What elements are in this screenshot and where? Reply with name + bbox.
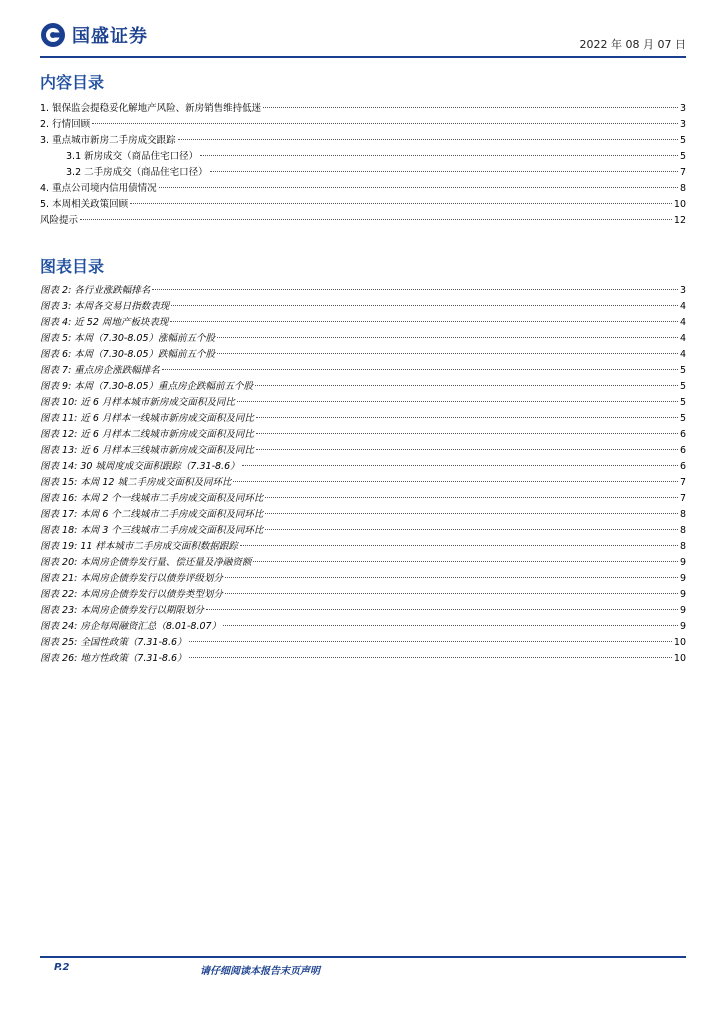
toc-entry-page: 4 — [679, 333, 686, 344]
figure-entry[interactable] — [40, 523, 686, 539]
dot-leader — [240, 545, 678, 546]
toc-entry-title: 图表 22: 本周房企债券发行以债券类型划分 — [40, 589, 223, 600]
dot-leader — [206, 609, 678, 610]
toc-entry-page: 5 — [679, 381, 686, 392]
toc-entry-title: 图表 2: 各行业涨跌幅排名 — [40, 285, 151, 296]
toc-entry-title: 图表 16: 本周 2 个一线城市二手房成交面积及同环比 — [40, 493, 264, 504]
figure-entry[interactable] — [40, 603, 686, 619]
toc-entry-title: 4. 重点公司境内信用债情况 — [40, 183, 157, 194]
toc-entry-page: 10 — [673, 199, 686, 210]
contents-entry[interactable] — [40, 133, 686, 149]
toc-entry-title: 图表 12: 近 6 月样本二线城市新房成交面积及同比 — [40, 429, 254, 440]
toc-entry-page: 5 — [679, 397, 686, 408]
toc-entry-title: 图表 6: 本周（7.30-8.05）跌幅前五个股 — [40, 349, 216, 360]
toc-entry-page: 3 — [679, 103, 686, 114]
figure-entry[interactable] — [40, 283, 686, 299]
toc-entry-title: 图表 11: 近 6 月样本一线城市新房成交面积及同比 — [40, 413, 254, 424]
dot-leader — [265, 497, 678, 498]
figure-entry[interactable] — [40, 443, 686, 459]
toc-entry-title: 图表 10: 近 6 月样本城市新房成交面积及同比 — [40, 397, 235, 408]
contents-list — [40, 101, 686, 229]
figure-entry[interactable] — [40, 491, 686, 507]
dot-leader — [170, 321, 678, 322]
contents-entry[interactable] — [40, 165, 686, 181]
dot-leader — [265, 529, 678, 530]
toc-entry-title: 图表 18: 本周 3 个三线城市二手房成交面积及同环比 — [40, 525, 264, 536]
dot-leader — [255, 385, 678, 386]
contents-entry[interactable] — [40, 197, 686, 213]
dot-leader — [210, 171, 678, 172]
toc-entry-title: 图表 15: 本周 12 城二手房成交面积及同环比 — [40, 477, 232, 488]
toc-entry-page: 12 — [673, 215, 686, 226]
figure-entry[interactable] — [40, 539, 686, 555]
toc-entry-title: 图表 21: 本周房企债券发行以债券评级划分 — [40, 573, 223, 584]
toc-entry-title: 1. 银保监会提稳妥化解地产风险、新房销售维持低迷 — [40, 103, 262, 114]
figure-entry[interactable] — [40, 571, 686, 587]
dot-leader — [242, 465, 678, 466]
toc-entry-page: 7 — [679, 477, 686, 488]
figure-entry[interactable] — [40, 555, 686, 571]
figure-entry[interactable] — [40, 587, 686, 603]
company-name: 国盛证券 — [72, 26, 148, 47]
header-divider — [40, 56, 686, 58]
dot-leader — [233, 481, 677, 482]
dot-leader — [237, 401, 678, 402]
toc-entry-page: 8 — [679, 541, 686, 552]
toc-entry-title: 图表 9: 本周（7.30-8.05）重点房企跌幅前五个股 — [40, 381, 254, 392]
page-header — [40, 20, 686, 56]
toc-entry-page: 4 — [679, 317, 686, 328]
toc-entry-title: 风险提示 — [40, 215, 79, 226]
contents-entry[interactable] — [40, 117, 686, 133]
toc-entry-page: 9 — [679, 589, 686, 600]
toc-entry-page: 9 — [679, 621, 686, 632]
toc-entry-title: 图表 14: 30 城周度成交面积跟踪（7.31-8.6） — [40, 461, 240, 472]
toc-entry-page: 5 — [679, 413, 686, 424]
toc-entry-title: 图表 5: 本周（7.30-8.05）涨幅前五个股 — [40, 333, 216, 344]
dot-leader — [263, 107, 678, 108]
contents-entry[interactable] — [40, 181, 686, 197]
toc-entry-title: 图表 4: 近 52 周地产板块表现 — [40, 317, 169, 328]
toc-entry-title: 图表 17: 本周 6 个二线城市二手房成交面积及同环比 — [40, 509, 264, 520]
dot-leader — [256, 433, 678, 434]
toc-entry-title: 图表 23: 本周房企债券发行以期限划分 — [40, 605, 204, 616]
toc-entry-page: 8 — [679, 525, 686, 536]
toc-entry-title: 5. 本周相关政策回顾 — [40, 199, 129, 210]
logo-icon — [40, 22, 66, 48]
toc-entry-title: 图表 13: 近 6 月样本三线城市新房成交面积及同比 — [40, 445, 254, 456]
toc-entry-title: 图表 3: 本周各交易日指数表现 — [40, 301, 170, 312]
dot-leader — [159, 187, 678, 188]
contents-title: 内容目录 — [40, 73, 105, 92]
figure-entry[interactable] — [40, 347, 686, 363]
figure-entry[interactable] — [40, 635, 686, 651]
figure-entry[interactable] — [40, 331, 686, 347]
toc-entry-title: 2. 行情回顾 — [40, 119, 91, 130]
dot-leader — [200, 155, 678, 156]
figure-entry[interactable] — [40, 475, 686, 491]
contents-entry[interactable] — [40, 101, 686, 117]
toc-entry-page: 7 — [679, 493, 686, 504]
toc-entry-page: 10 — [673, 653, 686, 664]
figure-entry[interactable] — [40, 395, 686, 411]
toc-entry-title: 图表 24: 房企每周融资汇总（8.01-8.07） — [40, 621, 222, 632]
figure-entry[interactable] — [40, 363, 686, 379]
dot-leader — [225, 577, 678, 578]
company-logo — [40, 22, 148, 48]
toc-entry-page: 3 — [679, 285, 686, 296]
toc-entry-title: 3. 重点城市新房二手房成交跟踪 — [40, 135, 176, 146]
dot-leader — [152, 289, 678, 290]
toc-entry-page: 5 — [679, 151, 686, 162]
figure-entry[interactable] — [40, 507, 686, 523]
toc-entry-page: 3 — [679, 119, 686, 130]
footer-disclaimer: 请仔细阅读本报告末页声明 — [200, 966, 320, 977]
dot-leader — [217, 337, 678, 338]
dot-leader — [256, 417, 678, 418]
dot-leader — [162, 369, 678, 370]
toc-entry-page: 7 — [679, 167, 686, 178]
toc-entry-page: 9 — [679, 573, 686, 584]
figure-entry[interactable] — [40, 651, 686, 667]
toc-entry-page: 8 — [679, 183, 686, 194]
toc-entry-page: 9 — [679, 605, 686, 616]
contents-entry[interactable] — [40, 213, 686, 229]
dot-leader — [189, 657, 672, 658]
toc-entry-title: 图表 19: 11 样本城市二手房成交面积数据跟踪 — [40, 541, 238, 552]
figure-entry[interactable] — [40, 379, 686, 395]
toc-entry-title: 图表 26: 地方性政策（7.31-8.6） — [40, 653, 187, 664]
toc-entry-page: 4 — [679, 301, 686, 312]
footer-divider — [40, 956, 686, 958]
contents-entry[interactable] — [40, 149, 686, 165]
figure-entry[interactable] — [40, 315, 686, 331]
toc-entry-title: 3.2 二手房成交（商品住宅口径） — [66, 167, 208, 178]
dot-leader — [130, 203, 672, 204]
dot-leader — [225, 593, 678, 594]
toc-entry-page: 10 — [673, 637, 686, 648]
dot-leader — [217, 353, 678, 354]
toc-entry-page: 5 — [679, 135, 686, 146]
figure-entry[interactable] — [40, 459, 686, 475]
figure-entry[interactable] — [40, 299, 686, 315]
dot-leader — [189, 641, 672, 642]
dot-leader — [265, 513, 678, 514]
page-number: P.2 — [54, 962, 70, 973]
dot-leader — [256, 449, 678, 450]
toc-entry-page: 8 — [679, 509, 686, 520]
figure-entry[interactable] — [40, 411, 686, 427]
figure-entry[interactable] — [40, 619, 686, 635]
dot-leader — [178, 139, 678, 140]
toc-entry-title: 图表 20: 本周房企债券发行量、偿还量及净融资额 — [40, 557, 252, 568]
report-date: 2022 年 08 月 07 日 — [579, 38, 686, 51]
toc-entry-page: 4 — [679, 349, 686, 360]
figures-title: 图表目录 — [40, 257, 105, 276]
toc-entry-page: 6 — [679, 445, 686, 456]
dot-leader — [253, 561, 678, 562]
figures-list — [40, 283, 686, 667]
dot-leader — [92, 123, 678, 124]
figure-entry[interactable] — [40, 427, 686, 443]
toc-entry-title: 图表 7: 重点房企涨跌幅排名 — [40, 365, 160, 376]
toc-entry-page: 6 — [679, 461, 686, 472]
toc-entry-page: 6 — [679, 429, 686, 440]
dot-leader — [80, 219, 672, 220]
dot-leader — [223, 625, 678, 626]
toc-entry-page: 5 — [679, 365, 686, 376]
toc-entry-title: 图表 25: 全国性政策（7.31-8.6） — [40, 637, 187, 648]
dot-leader — [171, 305, 678, 306]
toc-entry-title: 3.1 新房成交（商品住宅口径） — [66, 151, 199, 162]
toc-entry-page: 9 — [679, 557, 686, 568]
